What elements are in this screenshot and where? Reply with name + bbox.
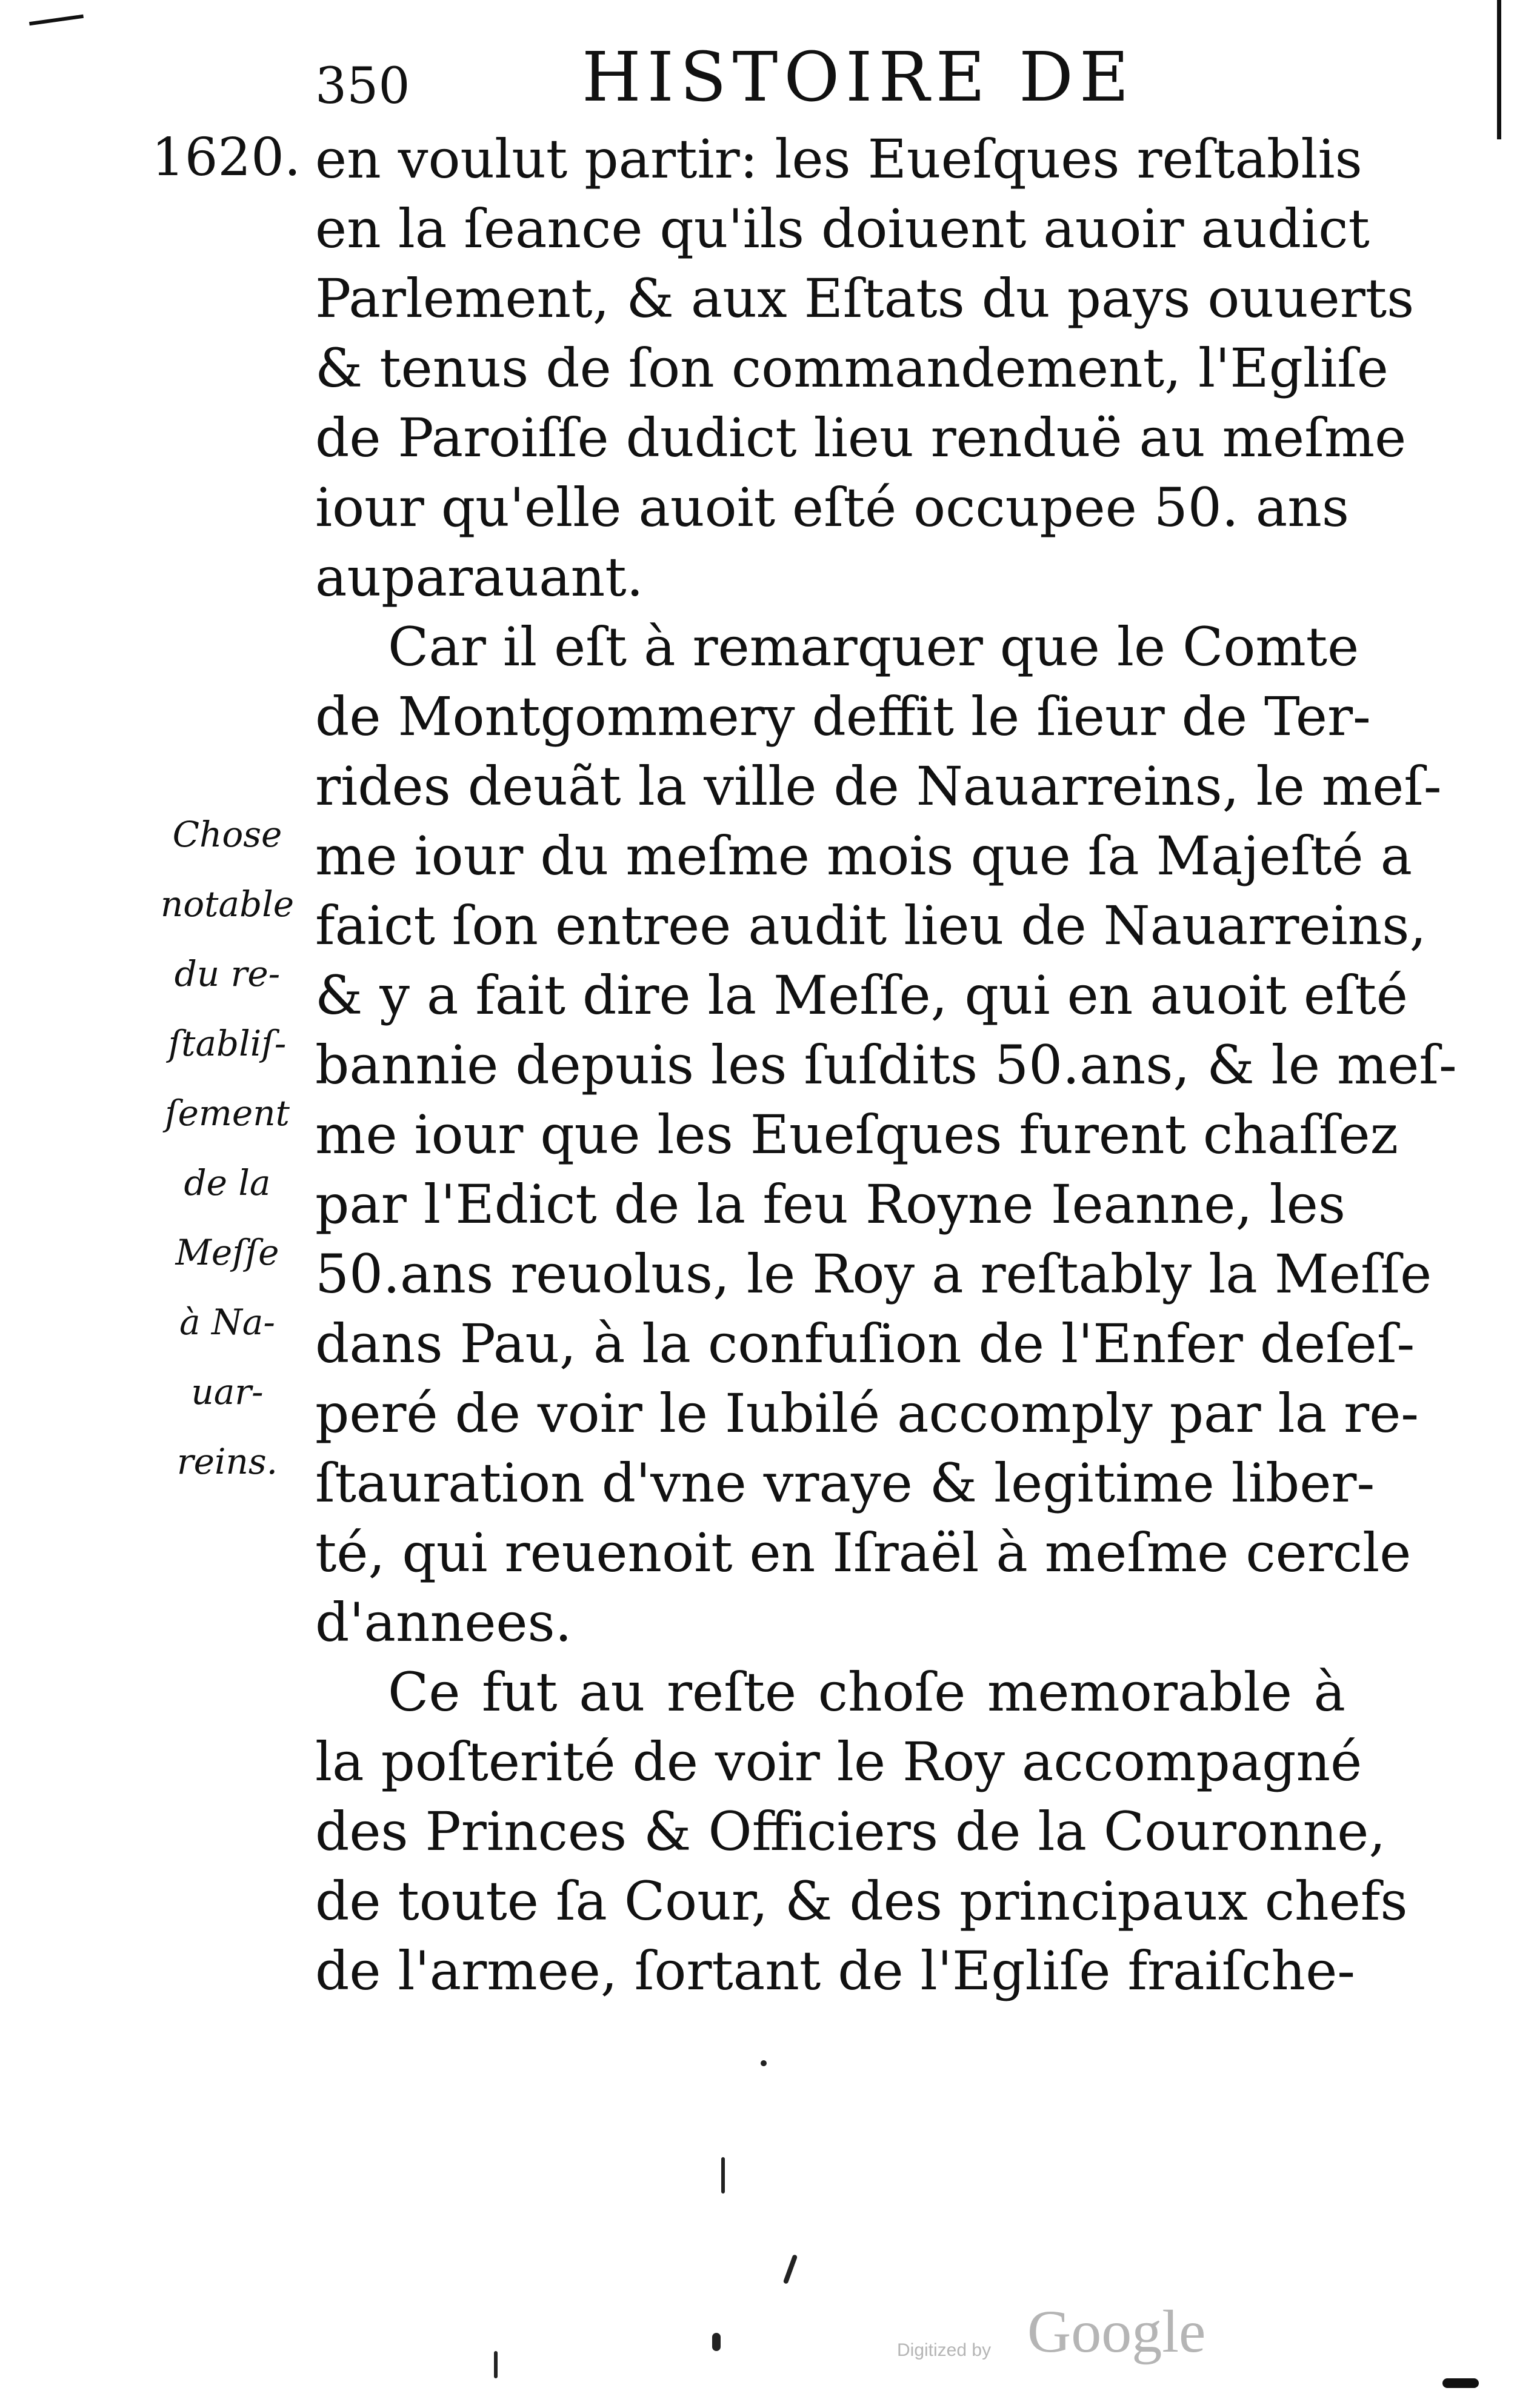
text-line: té, qui reuenoit en Iſraël à meſme cercle: [315, 1522, 1412, 1584]
text-line: ſtauration d'vne vraye & legitime liber-: [315, 1452, 1375, 1514]
digitization-watermark: [897, 2297, 1236, 2375]
sidenote-line: ſtabliſ-: [168, 1023, 287, 1064]
text-line: en la ſeance qu'ils doiuent auoir audict: [315, 198, 1370, 260]
text-line: de toute ſa Cour, & des principaux chefs: [315, 1870, 1408, 1932]
text-line: & y a fait dire la Meſſe, qui en auoit eſté: [315, 964, 1409, 1026]
text-line: peré de voir le Iubilé accomply par la re-: [315, 1382, 1419, 1445]
ink-speck: [783, 2254, 798, 2284]
text-line: 50.ans reuolus, le Roy a reſtably la Meſſe: [315, 1243, 1432, 1305]
margin-year: 1620.: [152, 127, 301, 188]
sidenote-line: à Na-: [179, 1302, 275, 1343]
ink-speck: [494, 2351, 498, 2378]
sidenote-line: notable: [160, 883, 295, 925]
text-line: faict ſon entree audit lieu de Nauarreins,: [315, 894, 1427, 957]
sidenote-line: de la: [184, 1162, 271, 1203]
google-logo: Google: [1027, 2298, 1206, 2365]
text-line: en voulut partir: les Eueſques reſtablis: [315, 128, 1362, 190]
scan-mark: [1442, 2378, 1479, 2388]
text-line: la poſterité de voir le Roy accompagné: [315, 1731, 1362, 1793]
ink-speck: [712, 2333, 721, 2351]
margin-sidenote: [155, 800, 300, 1497]
watermark-prefix: Digitized by: [897, 2340, 992, 2360]
text-line: de Montgommery deffit le ſieur de Ter-: [315, 685, 1371, 748]
text-line: par l'Edict de la feu Royne Ieanne, les: [315, 1173, 1345, 1236]
sidenote-line: Chose: [172, 814, 282, 855]
text-line: d'annees.: [315, 1591, 572, 1654]
text-line: auparauant.: [315, 546, 644, 608]
running-head: HISTOIRE DE: [582, 38, 1135, 117]
text-line: rides deuãt la ville de Nauarreins, le meſ-: [315, 755, 1442, 817]
text-line: de Paroiſſe dudict lieu renduë au meſme: [315, 407, 1407, 469]
page-edge-shadow: [1497, 0, 1501, 139]
sidenote-line: reins.: [176, 1441, 278, 1482]
sidenote-line: uar-: [191, 1371, 264, 1412]
text-line: Ce fut au reſte choſe memorable à: [388, 1661, 1345, 1723]
text-line: de l'armee, ſortant de l'Egliſe fraiſche-: [315, 1940, 1356, 2002]
scan-mark: [29, 15, 84, 25]
body-text: [315, 124, 1457, 2006]
text-line: dans Pau, à la confuſion de l'Enfer deſeſ-: [315, 1312, 1415, 1375]
text-line: Car il eſt à remarquer que le Comte: [388, 616, 1359, 678]
sidenote-line: du re-: [174, 953, 281, 994]
text-line: me iour que les Eueſques furent chaſſez: [315, 1103, 1398, 1166]
text-line: iour qu'elle auoit eſté occupee 50. ans: [315, 476, 1350, 539]
text-line: bannie depuis les ſuſdits 50.ans, & le meſ-: [315, 1034, 1457, 1096]
ink-speck: [761, 2060, 767, 2066]
sidenote-line: Meſſe: [175, 1232, 279, 1273]
sidenote-line: ſement: [165, 1093, 290, 1134]
text-line: & tenus de ſon commandement, l'Egliſe: [315, 337, 1389, 399]
page-number: 350: [315, 58, 410, 115]
text-line: des Princes & Officiers de la Couronne,: [315, 1800, 1386, 1863]
text-line: me iour du meſme mois que ſa Majeſté a: [315, 825, 1413, 887]
page-header: [315, 33, 1224, 118]
ink-speck: [721, 2157, 725, 2193]
text-line: Parlement, & aux Eſtats du pays ouuerts: [315, 267, 1415, 330]
